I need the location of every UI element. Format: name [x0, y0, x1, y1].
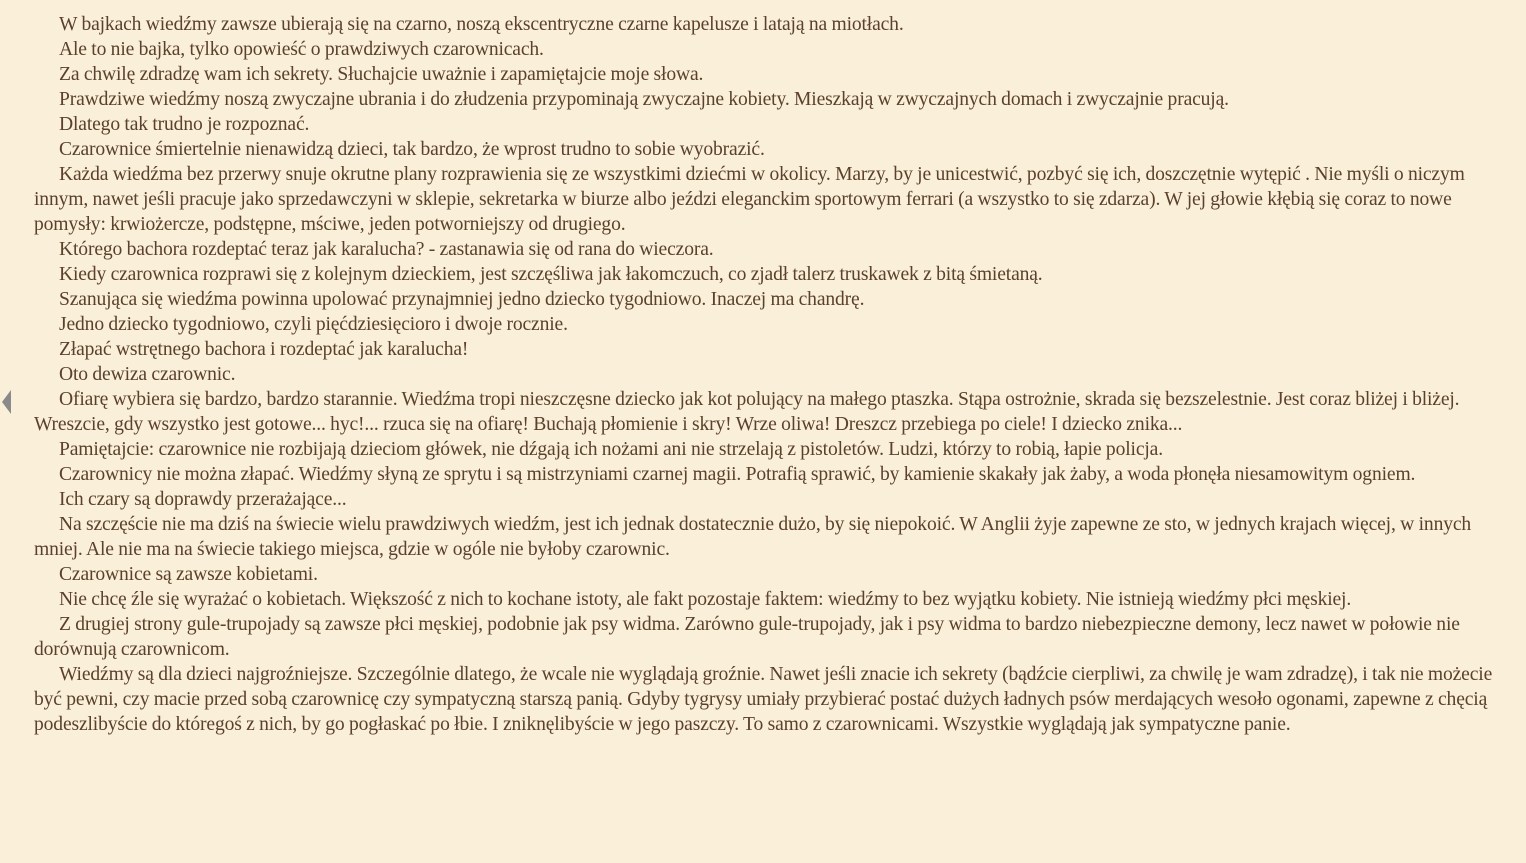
paragraph: Każda wiedźma bez przerwy snuje okrutne plany rozprawienia się ze wszystkimi dziećmi w okolicy. Marzy, by je unicestwić, pozbyć się ich, doszczętnie wytępić . Nie myśli o niczym innym, nawet jeśli pracuje jako sprzedawczyni w sklepie, sekretarka w biurze albo jeździ eleganckim sportowym ferrari (a wszystko to się zdarza). W jej głowie kłębią się coraz to nowe pomysły: krwiożercze, podstępne, mściwe, jeden potworniejszy od drugiego. — [34, 164, 1465, 235]
paragraph: Czarownicy nie można złapać. Wiedźmy słyną ze sprytu i są mistrzyniami czarnej magii. Potrafią sprawić, by kamienie skakały jak żaby, a woda płonęła niesamowitym ogniem. — [59, 464, 1416, 485]
paragraph: Wiedźmy są dla dzieci najgroźniejsze. Szczególnie dlatego, że wcale nie wyglądają groźnie. Nawet jeśli znacie ich sekrety (bądźcie cierpliwi, za chwilę je wam zdradzę), i tak nie możecie być pewni, czy macie przed sobą czarownicę czy sympatyczną starszą panią. Gdyby tygrysy umiały przybierać postać dużych ładnych psów merdających wesoło ogonami, zapewne z chęcią podeszlibyście do któregoś z nich, by go pogłaskać po łbie. I zniknęlibyście w jego paszczy. To samo z czarownicami. Wszystkie wyglądają jak sympatyczne panie. — [34, 664, 1493, 735]
paragraph: Prawdziwe wiedźmy noszą zwyczajne ubrania i do złudzenia przypominają zwyczajne kobiety. Mieszkają w zwyczajnych domach i zwyczajnie pracują. — [59, 89, 1229, 110]
paragraph: Szanująca się wiedźma powinna upolować przynajmniej jedno dziecko tygodniowo. Inaczej ma chandrę. — [59, 289, 865, 310]
paragraph: Nie chcę źle się wyrażać o kobietach. Większość z nich to kochane istoty, ale fakt pozostaje faktem: wiedźmy to bez wyjątku kobiety. Nie istnieją wiedźmy płci męskiej. — [59, 589, 1352, 610]
paragraph: Pamiętajcie: czarownice nie rozbijają dzieciom główek, nie dźgają ich nożami ani nie strzelają z pistoletów. Ludzi, którzy to robią, łapie policja. — [59, 439, 1163, 460]
paragraph: Ich czary są doprawdy przerażające... — [59, 489, 347, 510]
paragraph: Ofiarę wybiera się bardzo, bardzo starannie. Wiedźma tropi nieszczęsne dziecko jak kot polujący na małego ptaszka. Stąpa ostrożnie, skrada się bezszelestnie. Jest coraz bliżej i bliżej. Wreszcie, gdy wszystko jest gotowe... hyc!... rzuca się na ofiarę! Buchają płomienie i skry! Wrze oliwa! Dreszcz przebiega po ciele! I dziecko znika... — [34, 389, 1460, 435]
paragraph: Na szczęście nie ma dziś na świecie wielu prawdziwych wiedźm, jest ich jednak dostatecznie dużo, by się niepokoić. W Anglii żyje zapewne ze sto, w jednych krajach więcej, w innych mniej. Ale nie ma na świecie takiego miejsca, gdzie w ogóle nie byłoby czarownic. — [34, 514, 1472, 560]
paragraph: Oto dewiza czarownic. — [59, 364, 236, 385]
paragraph: Ale to nie bajka, tylko opowieść o prawdziwych czarownicach. — [59, 39, 544, 60]
paragraph: Jedno dziecko tygodniowo, czyli pięćdziesięcioro i dwoje rocznie. — [59, 314, 568, 335]
paragraph: Dlatego tak trudno je rozpoznać. — [59, 114, 310, 135]
paragraph: Czarownice są zawsze kobietami. — [59, 564, 318, 585]
book-text — [34, 12, 1516, 737]
paragraph: W bajkach wiedźmy zawsze ubierają się na czarno, noszą ekscentryczne czarne kapelusze i latają na miotłach. — [59, 14, 904, 35]
paragraph: Złapać wstrętnego bachora i rozdeptać jak karalucha! — [59, 339, 469, 360]
paragraph: Czarownice śmiertelnie nienawidzą dzieci, tak bardzo, że wprost trudno to sobie wyobrazić. — [59, 139, 765, 160]
paragraph: Kiedy czarownica rozprawi się z kolejnym dzieckiem, jest szczęśliwa jak łakomczuch, co zjadł talerz truskawek z bitą śmietaną. — [59, 264, 1043, 285]
left-triangle-icon[interactable] — [2, 390, 11, 414]
paragraph: Którego bachora rozdeptać teraz jak karalucha? - zastanawia się od rana do wieczora. — [59, 239, 714, 260]
paragraph: Z drugiej strony gule-trupojady są zawsze płci męskiej, podobnie jak psy widma. Zarówno gule-trupojady, jak i psy widma to bardzo niebezpieczne demony, lecz nawet w połowie nie dorównują czarownicom. — [34, 614, 1460, 660]
paragraph: Za chwilę zdradzę wam ich sekrety. Słuchajcie uważnie i zapamiętajcie moje słowa. — [59, 64, 704, 85]
